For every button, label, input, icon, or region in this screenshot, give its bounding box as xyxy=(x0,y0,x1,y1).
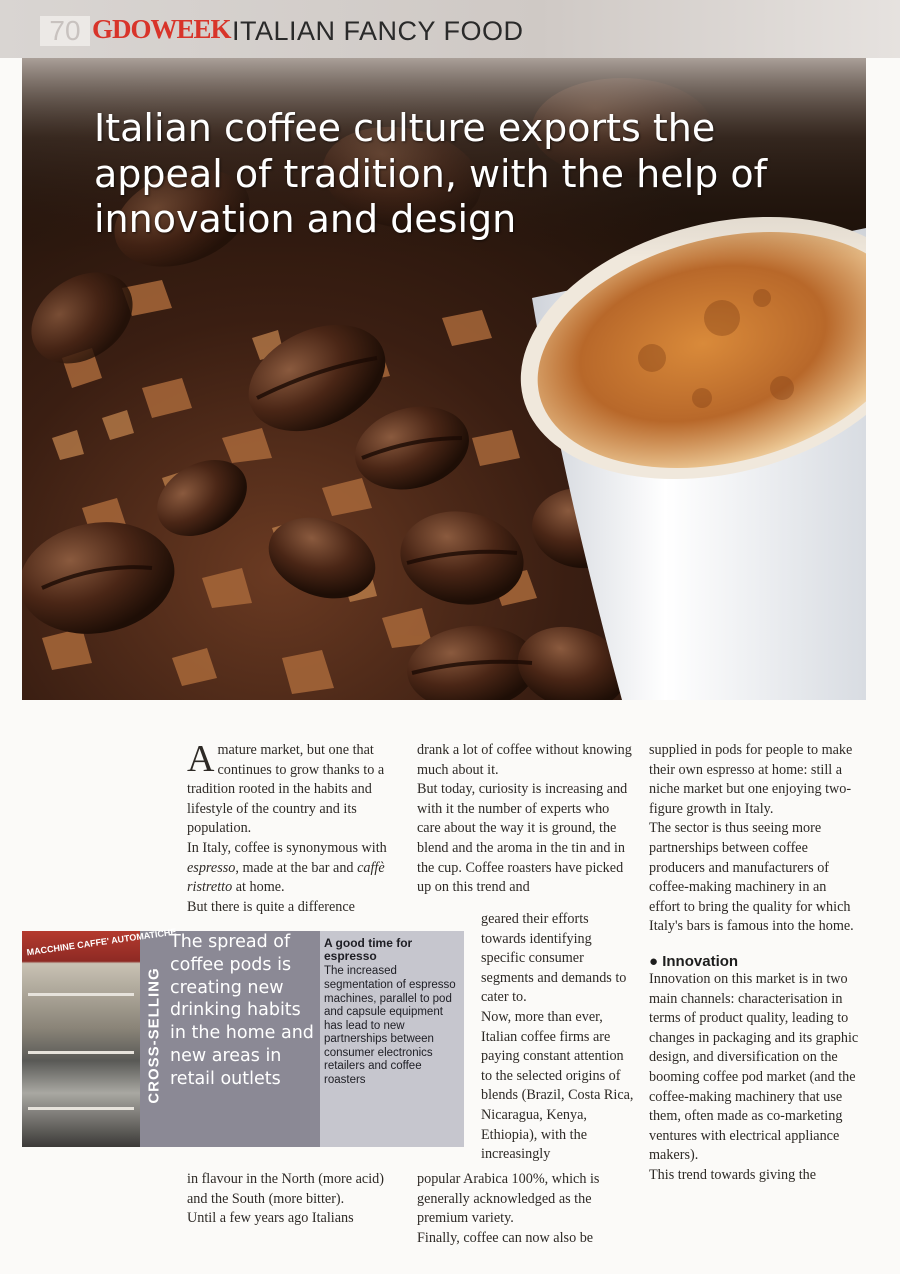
cross-selling-label: CROSS-SELLING xyxy=(145,967,163,1104)
article-paragraph: Finally, coffee can now also be xyxy=(417,1229,594,1246)
espresso-sidebar xyxy=(320,931,464,1147)
drop-cap: A xyxy=(187,738,215,780)
article-paragraph: Now, more than ever, Italian coffee firms are paying constant attention to the selected origins of blends (Brazil, Costa Rica, Nicaragua, Kenya, Ethiopia), with the increasingly xyxy=(481,1008,634,1163)
article-headline: Italian coffee culture exports the appeal of tradition, with the help of innovation and design xyxy=(94,106,767,242)
article-paragraph: popular Arabica 100%, which is generally acknowledged as the premium variety. xyxy=(417,1171,600,1227)
hero-photo xyxy=(22,58,866,700)
page-header xyxy=(0,0,900,58)
article-column-2-top xyxy=(417,741,635,898)
box-pullquote: The spread of coffee pods is creating new drinking habits in the home and new areas in retail outlets xyxy=(170,932,314,1089)
article-column-2-middle xyxy=(481,910,635,1165)
article-column-1-top xyxy=(187,738,401,917)
photo-sign-text: MACCHINE CAFFE' AUTOMATICHE xyxy=(26,926,177,958)
article-column-3 xyxy=(649,741,861,1185)
magazine-logo: GDOWEEK xyxy=(92,14,231,44)
cross-selling-box xyxy=(22,926,464,1147)
article-paragraph: in flavour in the North (more acid) and the South (more bitter). xyxy=(187,1171,384,1207)
article-column-2-bottom xyxy=(417,1170,635,1248)
page-number: 70 xyxy=(40,16,90,46)
article-paragraph: The sector is thus seeing more partnerships between coffee producers and manufacturers of coffee-making machinery in an effort to bring the quality for which Italy's bars is famous into the home. xyxy=(649,820,854,935)
article-paragraph: supplied in pods for people to make their own espresso at home: still a niche market but one enjoying two-figure growth in Italy. xyxy=(649,742,853,817)
article-paragraph: Until a few years ago Italians xyxy=(187,1210,354,1227)
article-paragraph: But today, curiosity is increasing and with it the number of experts who care about the way it is ground, the blend and the aroma in the tin and in the cup. Coffee roasters have picked up on this trend and xyxy=(417,781,628,896)
article-paragraph: geared their efforts towards identifying specific consumer segments and demands to cater to. xyxy=(481,911,627,1006)
article-paragraph: But there is quite a difference xyxy=(187,898,355,915)
article-paragraph: Innovation on this market is in two main channels: characterisation in terms of product quality, leading to changes in packaging and its graphic design, and diversification on the booming coffee pod market (and the coffee-making machinery that use them, often made as co-marketing ventures with electrical appliance makers). xyxy=(649,970,859,1164)
article-column-1-bottom xyxy=(187,1170,401,1229)
sidebar-title: A good time for espresso xyxy=(324,936,413,964)
sidebar-body: The increased segmentation of espresso machines, parallel to pod and capsule equipment has lead to new partnerships between consumer electronics retailers and coffee roasters xyxy=(324,965,456,1086)
subheading-innovation: ● Innovation xyxy=(649,952,739,970)
article-paragraph: In Italy, coffee is synonymous with espresso, made at the bar and caffè ristretto at home. xyxy=(187,839,387,896)
section-title: ITALIAN FANCY FOOD xyxy=(232,16,524,46)
article-paragraph: This trend towards giving the xyxy=(649,1166,817,1183)
article-paragraph: drank a lot of coffee without knowing much about it. xyxy=(417,742,632,778)
article-paragraph: Amature market, but one that continues to grow thanks to a tradition rooted in the habits and lifestyle of the country and its population. xyxy=(187,738,385,837)
